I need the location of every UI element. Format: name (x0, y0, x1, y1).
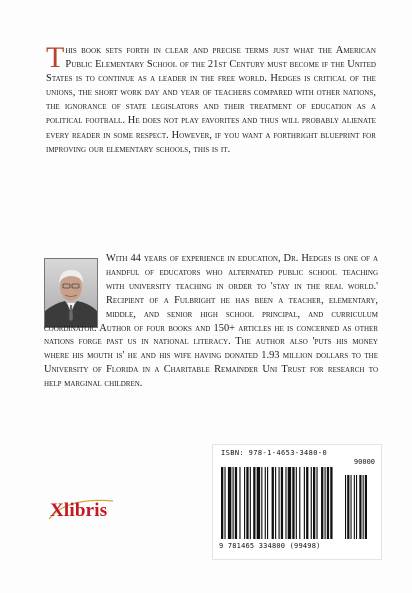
barcode-addon-stripe (365, 475, 367, 539)
barcode-stripe (313, 467, 315, 539)
barcode-stripe (233, 467, 234, 539)
barcode-stripe (281, 467, 283, 539)
barcode-stripe (299, 467, 300, 539)
barcode-stripe (272, 467, 274, 539)
barcode-addon-stripe (354, 475, 355, 539)
barcode-addon-stripe (356, 475, 357, 539)
blurb-dropcap: T (46, 41, 65, 74)
barcode-stripe (285, 467, 286, 539)
barcode-addon-stripe (351, 475, 352, 539)
book-blurb (46, 41, 376, 157)
barcode-stripe (265, 467, 266, 539)
barcode-stripe (296, 467, 297, 539)
barcode-block (212, 444, 382, 560)
barcode-stripe (221, 467, 223, 539)
barcode-stripe (288, 467, 291, 539)
barcode-stripe (246, 467, 248, 539)
barcode-stripe (253, 467, 255, 539)
barcode-stripe (250, 467, 251, 539)
price-code: 90000 (353, 458, 375, 466)
barcode-stripe (239, 467, 240, 539)
barcode-stripe (275, 467, 276, 539)
barcode-stripe (267, 467, 268, 539)
barcode-stripe (304, 467, 305, 539)
barcode-bars (221, 467, 373, 541)
barcode-digits: 9 781465 334800 (99498) (219, 542, 321, 550)
barcode-stripe (244, 467, 245, 539)
publisher-logo: Xlibris (50, 500, 108, 521)
barcode-stripe (325, 467, 326, 539)
barcode-stripe (306, 467, 308, 539)
barcode-stripe (316, 467, 317, 539)
barcode-stripe (327, 467, 329, 539)
barcode-stripe (321, 467, 323, 539)
barcode-addon-stripe (363, 475, 364, 539)
barcode-addon-stripe (347, 475, 349, 539)
author-bio (44, 252, 378, 391)
barcode-stripe (311, 467, 312, 539)
blurb-text: his book sets forth in clear and precise terms just what the American Public Elementary School of the 21st Century must become if the United States is to continue as a leader in the free world. Hedges is critical of the unions, the short work day and year of teachers compared with other nations, the ignorance of state legislators and their treatment of education as a political football. He does not play favorites and thus will probably alienate every reader in some respect. However, if you want a forthright blueprint for improving our elementary schools, this is it. (46, 45, 376, 155)
isbn-label: ISBN: 978-1-4653-3480-0 (221, 449, 328, 457)
barcode-stripe (261, 467, 262, 539)
barcode-stripe (228, 467, 231, 539)
barcode-stripe (235, 467, 237, 539)
barcode-stripe (279, 467, 280, 539)
barcode-stripe (257, 467, 260, 539)
barcode-stripe (292, 467, 294, 539)
barcode-addon-stripe (359, 475, 361, 539)
barcode-stripe (330, 467, 332, 539)
barcode-stripe (224, 467, 225, 539)
author-bio-text: With 44 years of experience in education, Dr. Hedges is one of a handful of educators who alternated public school teaching with university teaching in order to 'stay in the real world.' Recipient of a Fulbright he has been a teacher, elementary, middle, and senior high school principal, and curriculum coordinator. Author of four books and 150+ articles he is concerned as other nations forge past us in national literacy. The author also 'puts his money where his mouth is' he and his wife having donated 1.93 million dollars to the University of Florida in a Charitable Remainder Uni Trust for research to help marginal children. (44, 253, 378, 390)
barcode-addon-stripe (345, 475, 346, 539)
